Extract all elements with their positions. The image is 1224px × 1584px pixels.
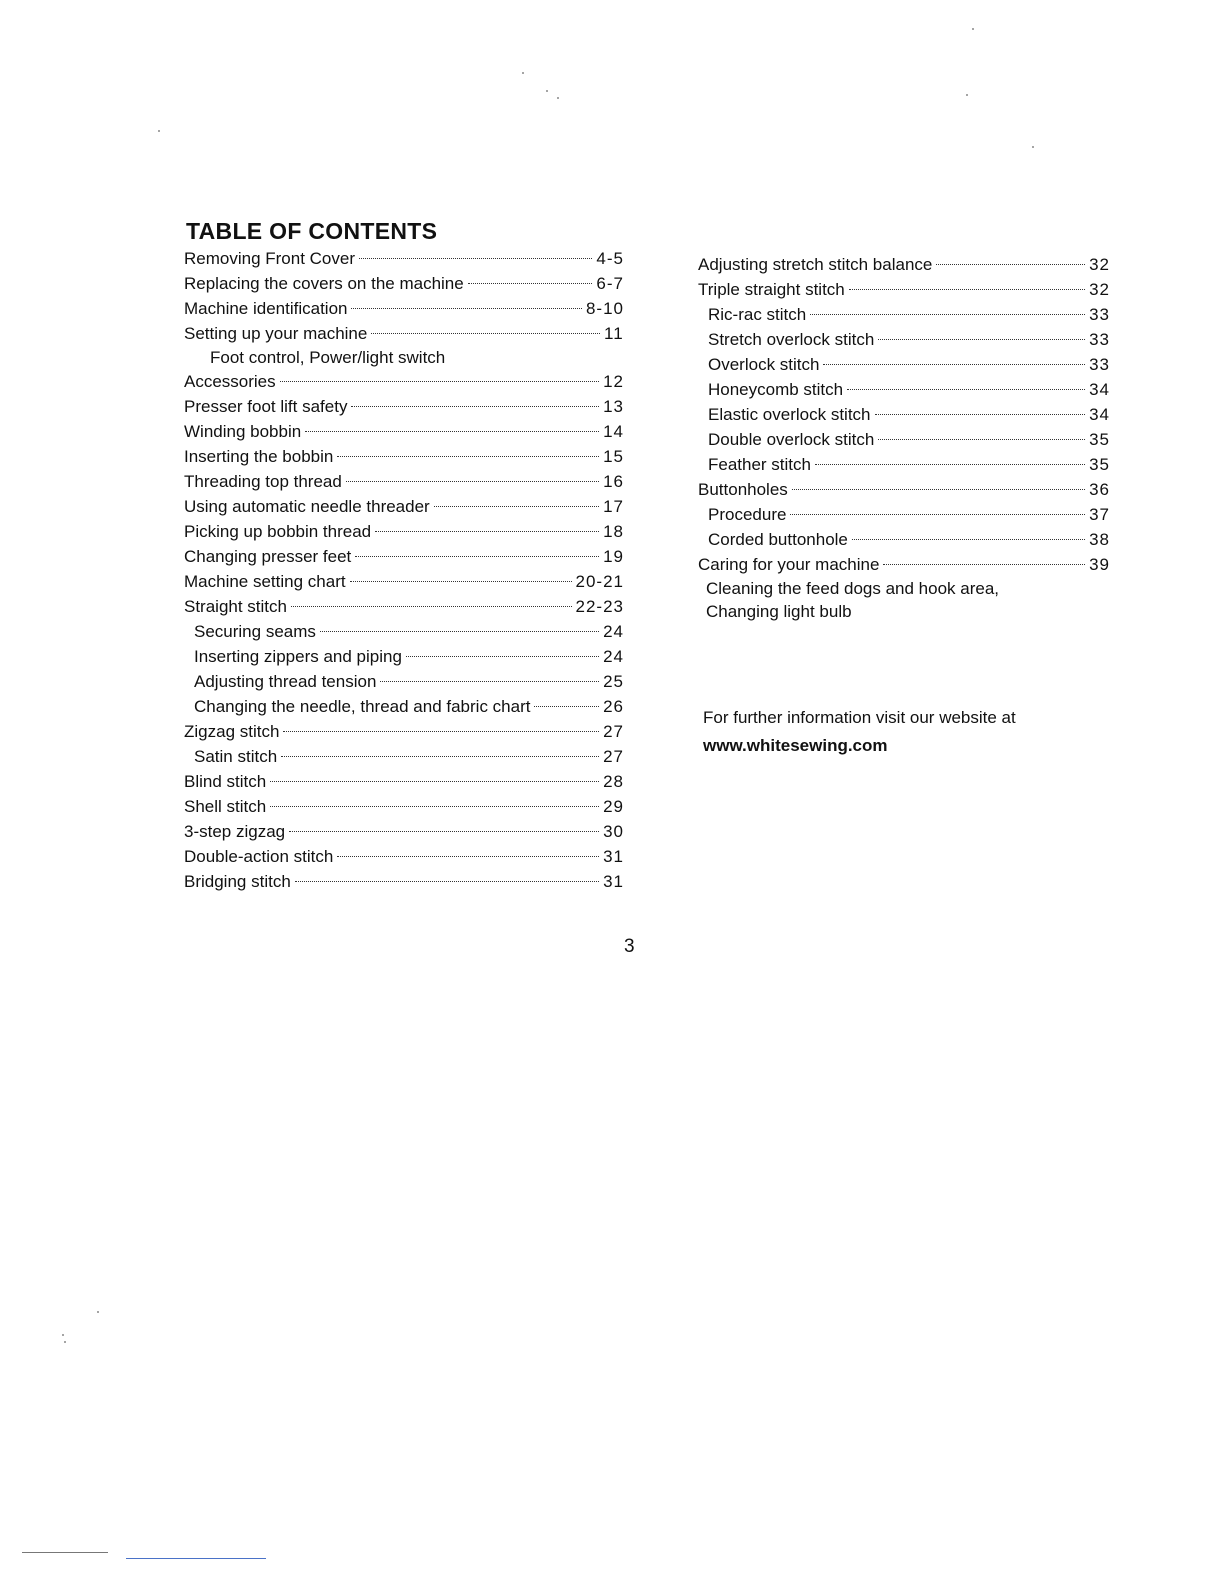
toc-entry-label: Double-action stitch — [184, 847, 334, 866]
dot-leader — [815, 464, 1085, 465]
website-info-text: For further information visit our website at — [703, 708, 1016, 727]
scan-edge-line-blue — [126, 1558, 266, 1559]
toc-entry-label: Elastic overlock stitch — [708, 405, 871, 424]
toc-entry-page: 24 — [603, 622, 624, 641]
dot-leader — [810, 314, 1085, 315]
dot-leader — [875, 414, 1086, 415]
toc-entry — [184, 394, 624, 419]
dot-leader — [350, 581, 572, 582]
scan-speck — [62, 1334, 64, 1336]
toc-entry-label: Triple straight stitch — [698, 280, 845, 299]
toc-entry — [184, 469, 624, 494]
toc-entry-page: 34 — [1089, 405, 1110, 424]
toc-left-column — [184, 246, 624, 894]
toc-entry-label: Ric-rac stitch — [708, 305, 807, 324]
toc-entry — [184, 444, 624, 469]
toc-entry-page: 26 — [603, 697, 624, 716]
toc-entry-label: Winding bobbin — [184, 422, 302, 441]
toc-entry-page: 4-5 — [596, 249, 624, 268]
toc-entry-label: Shell stitch — [184, 797, 267, 816]
toc-entry — [698, 477, 1110, 502]
toc-entry-label: Honeycomb stitch — [708, 380, 844, 399]
website-info — [703, 704, 1016, 760]
dot-leader — [371, 333, 600, 334]
dot-leader — [878, 439, 1085, 440]
dot-leader — [790, 514, 1085, 515]
scan-speck — [972, 28, 974, 30]
dot-leader — [337, 456, 599, 457]
toc-entry — [698, 502, 1110, 527]
scan-speck — [64, 1341, 66, 1343]
toc-entry-page: 19 — [603, 547, 624, 566]
toc-entry — [184, 569, 624, 594]
dot-leader — [283, 731, 599, 732]
toc-entry-page: 25 — [603, 672, 624, 691]
dot-leader — [380, 681, 599, 682]
toc-entry — [184, 844, 624, 869]
toc-entry-page: 17 — [603, 497, 624, 516]
toc-entry — [698, 527, 1110, 552]
toc-subnote: Changing light bulb — [706, 602, 852, 621]
toc-entry — [698, 402, 1110, 427]
toc-entry-label: Changing presser feet — [184, 547, 352, 566]
dot-leader — [468, 283, 593, 284]
toc-entry — [184, 869, 624, 894]
toc-entry-page: 18 — [603, 522, 624, 541]
toc-entry-label: Using automatic needle threader — [184, 497, 430, 516]
toc-entry — [698, 452, 1110, 477]
toc-entry-page: 35 — [1089, 430, 1110, 449]
toc-entry-page: 32 — [1089, 255, 1110, 274]
toc-entry-label: Double overlock stitch — [708, 430, 875, 449]
toc-entry-page: 30 — [603, 822, 624, 841]
toc-entry-page: 29 — [603, 797, 624, 816]
toc-entry — [184, 519, 624, 544]
toc-entry-page: 28 — [603, 772, 624, 791]
toc-entry-label: Removing Front Cover — [184, 249, 356, 268]
dot-leader — [434, 506, 599, 507]
toc-entry-page: 32 — [1089, 280, 1110, 299]
dot-leader — [355, 556, 599, 557]
toc-entry-label: Stretch overlock stitch — [708, 330, 875, 349]
toc-entry — [184, 719, 624, 744]
toc-entry — [698, 302, 1110, 327]
toc-entry-label: Adjusting thread tension — [194, 672, 377, 691]
toc-entry-page: 27 — [603, 747, 624, 766]
scan-edge-line — [22, 1552, 108, 1553]
dot-leader — [270, 806, 599, 807]
toc-entry-label: Presser foot lift safety — [184, 397, 348, 416]
toc-entry — [184, 669, 624, 694]
toc-entry-page: 39 — [1089, 555, 1110, 574]
toc-entry-label: Buttonholes — [698, 480, 788, 499]
dot-leader — [849, 289, 1085, 290]
toc-entry — [184, 594, 624, 619]
toc-entry — [184, 744, 624, 769]
toc-subnote: Cleaning the feed dogs and hook area, — [706, 579, 1000, 598]
toc-entry — [184, 769, 624, 794]
toc-entry — [698, 327, 1110, 352]
toc-entry-page: 14 — [603, 422, 624, 441]
toc-entry — [184, 544, 624, 569]
toc-entry-label: Satin stitch — [194, 747, 278, 766]
dot-leader — [852, 539, 1085, 540]
toc-title: TABLE OF CONTENTS — [186, 218, 438, 244]
dot-leader — [270, 781, 599, 782]
toc-entry-label: Inserting the bobbin — [184, 447, 334, 466]
toc-entry-page: 15 — [603, 447, 624, 466]
toc-entry — [184, 494, 624, 519]
dot-leader — [280, 381, 599, 382]
toc-entry-page: 31 — [603, 872, 624, 891]
scan-speck — [158, 130, 160, 132]
dot-leader — [847, 389, 1085, 390]
toc-entry — [698, 427, 1110, 452]
toc-entry-label: Overlock stitch — [708, 355, 820, 374]
toc-entry — [184, 794, 624, 819]
toc-entry — [184, 694, 624, 719]
dot-leader — [406, 656, 599, 657]
toc-entry — [184, 271, 624, 296]
toc-entry — [184, 419, 624, 444]
toc-entry-page: 13 — [603, 397, 624, 416]
toc-entry-label: 3-step zigzag — [184, 822, 286, 841]
dot-leader — [320, 631, 599, 632]
dot-leader — [375, 531, 599, 532]
dot-leader — [534, 706, 599, 707]
dot-leader — [289, 831, 599, 832]
toc-entry-label: Picking up bobbin thread — [184, 522, 372, 541]
dot-leader — [295, 881, 599, 882]
dot-leader — [883, 564, 1085, 565]
toc-entry-label: Inserting zippers and piping — [194, 647, 402, 666]
toc-entry-page: 27 — [603, 722, 624, 741]
dot-leader — [792, 489, 1085, 490]
toc-entry-page: 31 — [603, 847, 624, 866]
toc-entry-page: 33 — [1089, 355, 1110, 374]
toc-entry-page: 11 — [604, 324, 624, 343]
dot-leader — [351, 308, 581, 309]
scan-speck — [546, 90, 548, 92]
dot-leader — [351, 406, 599, 407]
toc-entry — [698, 552, 1110, 577]
dot-leader — [359, 258, 592, 259]
page-number: 3 — [624, 936, 635, 957]
toc-entry-label: Securing seams — [194, 622, 316, 641]
toc-entry-label: Machine setting chart — [184, 572, 346, 591]
toc-subnote: Foot control, Power/light switch — [210, 348, 446, 367]
toc-entry-label: Adjusting stretch stitch balance — [698, 255, 933, 274]
scan-speck — [97, 1311, 99, 1313]
toc-entry-label: Accessories — [184, 372, 276, 391]
toc-entry-page: 6-7 — [596, 274, 624, 293]
toc-entry-label: Machine identification — [184, 299, 348, 318]
toc-entry-label: Corded buttonhole — [708, 530, 848, 549]
toc-entry-page: 38 — [1089, 530, 1110, 549]
toc-entry-label: Blind stitch — [184, 772, 267, 791]
toc-entry-label: Procedure — [708, 505, 787, 524]
toc-entry — [184, 321, 624, 346]
toc-entry — [184, 819, 624, 844]
toc-right-column — [698, 252, 1110, 623]
toc-entry — [184, 369, 624, 394]
toc-entry-label: Changing the needle, thread and fabric chart — [194, 697, 531, 716]
toc-entry-page: 33 — [1089, 330, 1110, 349]
toc-entry-page: 8-10 — [585, 299, 624, 318]
toc-entry — [698, 377, 1110, 402]
dot-leader — [936, 264, 1085, 265]
scan-speck — [522, 72, 524, 74]
toc-entry-page: 35 — [1089, 455, 1110, 474]
toc-entry-page: 36 — [1089, 480, 1110, 499]
toc-entry-label: Zigzag stitch — [184, 722, 280, 741]
dot-leader — [346, 481, 599, 482]
scan-speck — [557, 97, 559, 99]
dot-leader — [337, 856, 599, 857]
scan-speck — [966, 94, 968, 96]
toc-entry-label: Bridging stitch — [184, 872, 291, 891]
toc-entry-page: 20-21 — [575, 572, 624, 591]
dot-leader — [291, 606, 572, 607]
toc-entry-label: Caring for your machine — [698, 555, 880, 574]
dot-leader — [878, 339, 1085, 340]
toc-entry-page: 16 — [603, 472, 624, 491]
website-link[interactable]: www.whitesewing.com — [703, 736, 888, 755]
scan-speck — [1032, 146, 1034, 148]
toc-entry-page: 12 — [603, 372, 624, 391]
toc-entry-label: Feather stitch — [708, 455, 811, 474]
toc-entry — [184, 296, 624, 321]
toc-entry — [698, 252, 1110, 277]
toc-entry — [184, 246, 624, 271]
toc-entry — [184, 644, 624, 669]
toc-entry — [184, 619, 624, 644]
toc-entry — [698, 352, 1110, 377]
toc-entry-page: 33 — [1089, 305, 1110, 324]
toc-entry-page: 24 — [603, 647, 624, 666]
dot-leader — [305, 431, 599, 432]
toc-entry-label: Threading top thread — [184, 472, 342, 491]
toc-entry-label: Straight stitch — [184, 597, 287, 616]
toc-entry-page: 22-23 — [575, 597, 624, 616]
toc-entry — [698, 277, 1110, 302]
toc-entry-page: 34 — [1089, 380, 1110, 399]
dot-leader — [281, 756, 599, 757]
toc-entry-page: 37 — [1089, 505, 1110, 524]
toc-entry-label: Replacing the covers on the machine — [184, 274, 464, 293]
toc-entry-label: Setting up your machine — [184, 324, 368, 343]
dot-leader — [823, 364, 1085, 365]
